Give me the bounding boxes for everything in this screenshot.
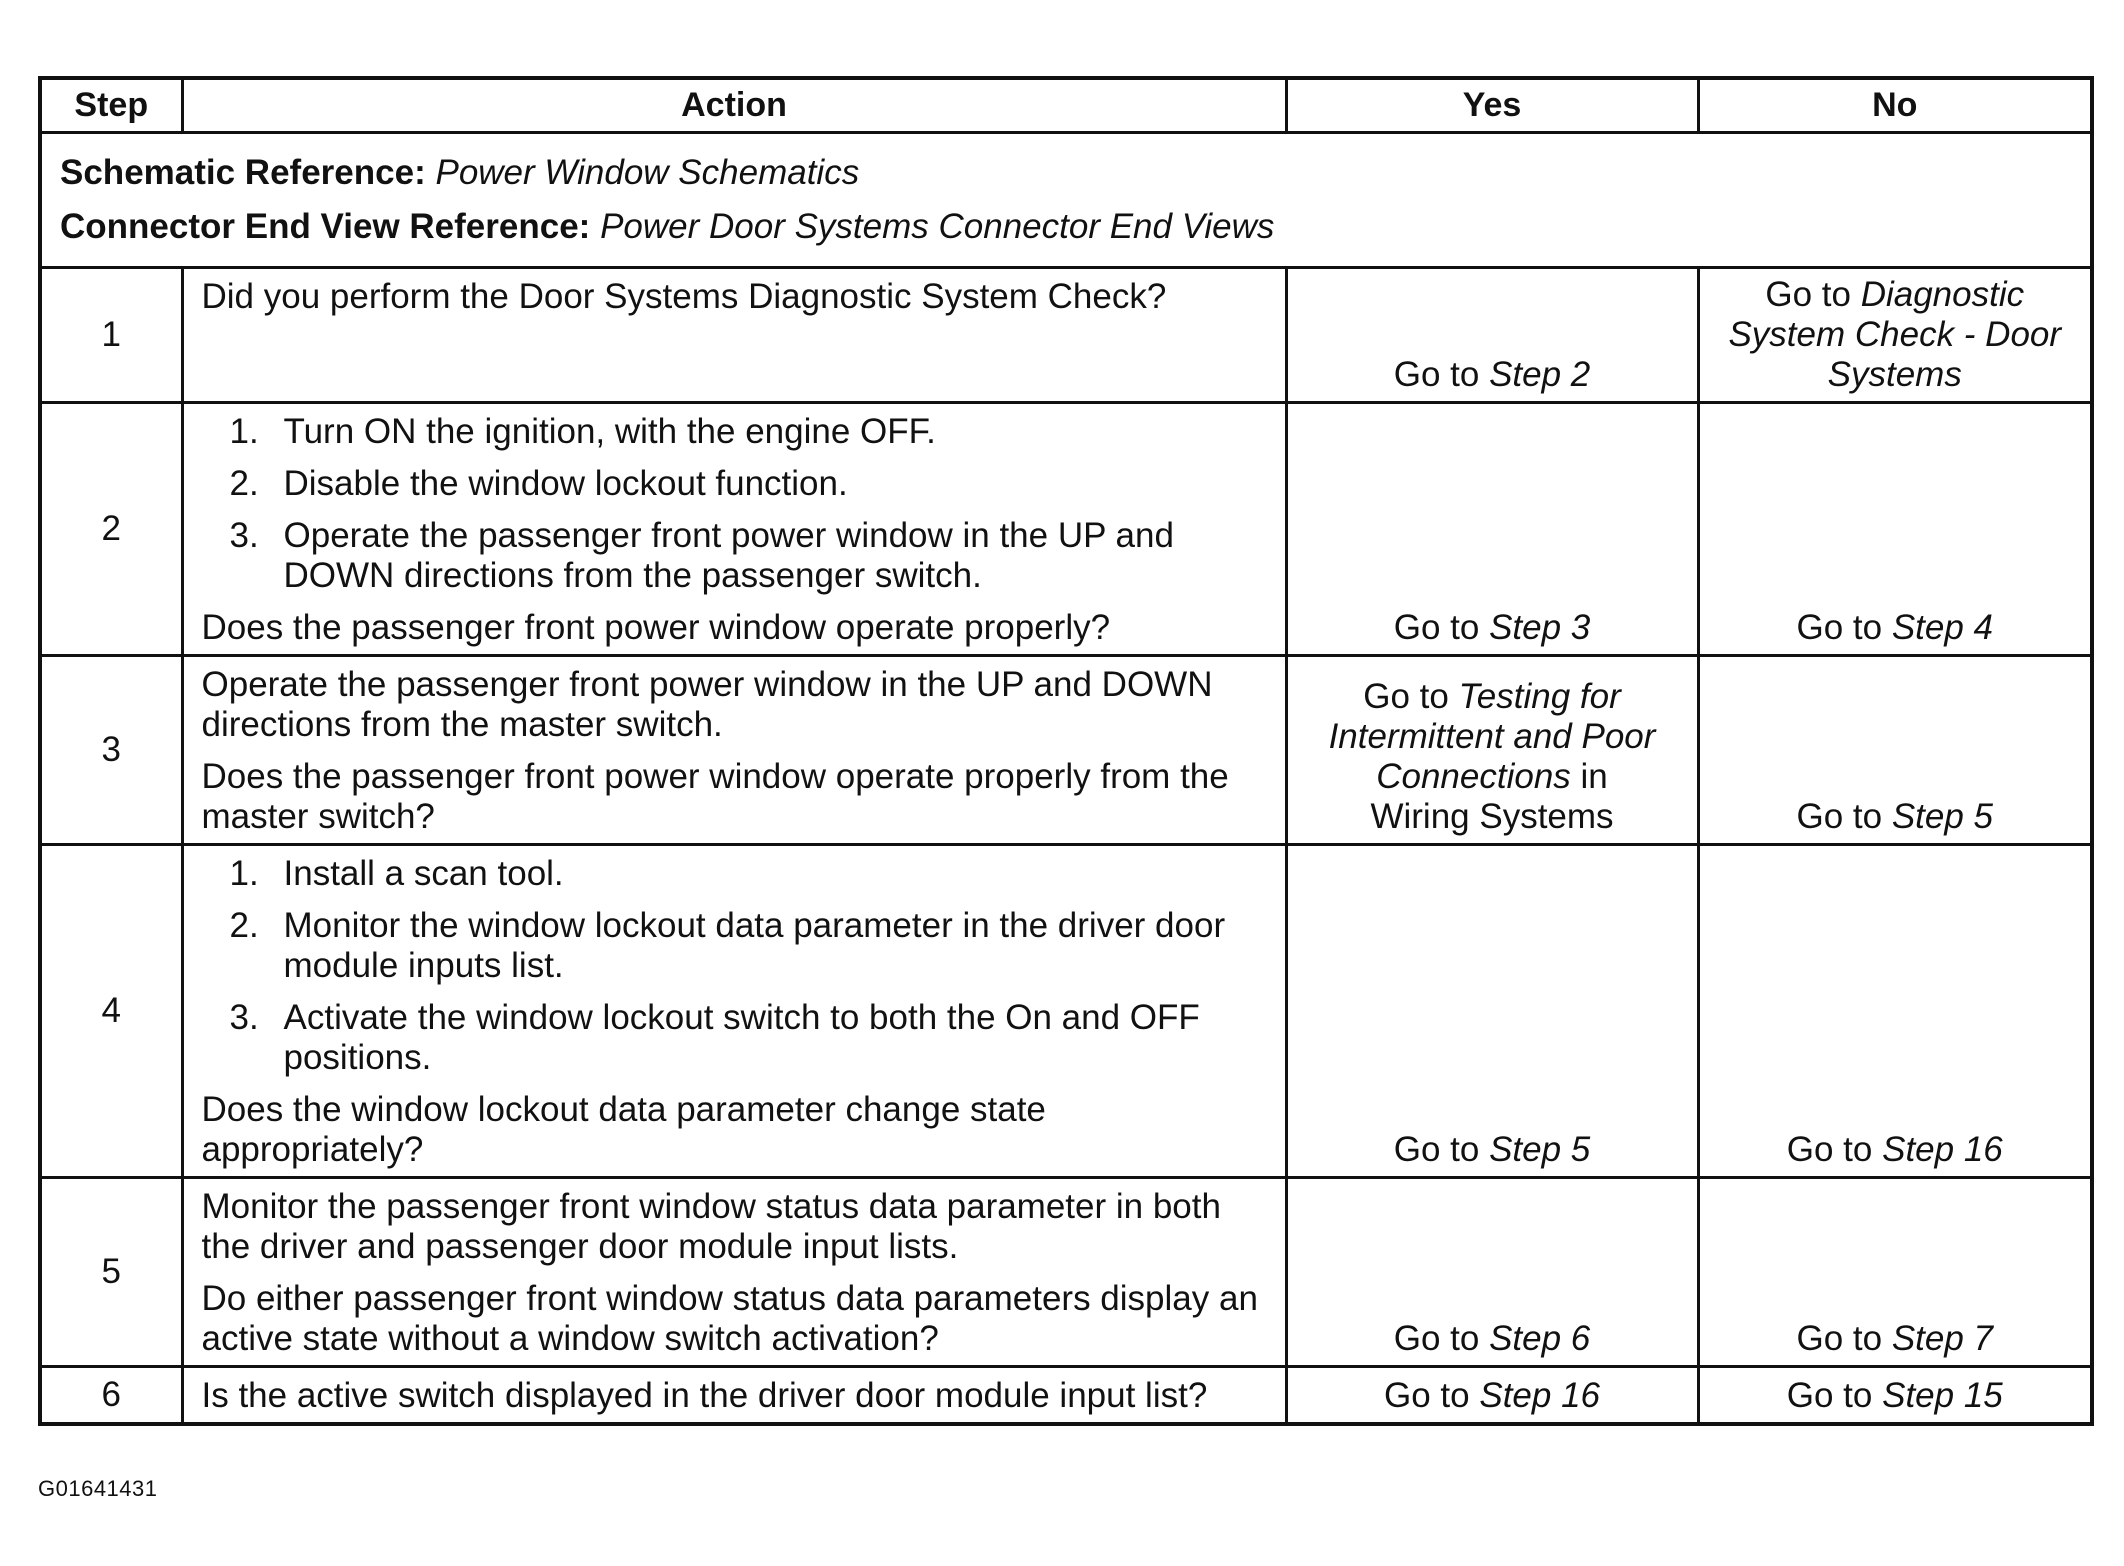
no-prefix: Go to — [1796, 1319, 1883, 1358]
step-number: 3 — [40, 656, 182, 845]
step-number: 4 — [40, 845, 182, 1178]
no-target-link[interactable]: Step 7 — [1891, 1319, 1994, 1358]
item-number: 3. — [229, 516, 259, 555]
no-cell — [1698, 1367, 2092, 1425]
question-text: Does the passenger front power window operate properly? — [201, 608, 1111, 647]
no-cell — [1698, 403, 2092, 656]
question-text: Do either passenger front window status data parameters display an active state without a window switch activation? — [201, 1279, 1258, 1358]
item-number: 1. — [229, 412, 259, 451]
question-text: Did you perform the Door Systems Diagnostic System Check? — [201, 277, 1167, 316]
yes-target-link[interactable]: Step 5 — [1489, 1130, 1591, 1169]
schematic-reference — [60, 146, 2090, 200]
no-target-link[interactable]: Step 15 — [1882, 1376, 2003, 1415]
no-target-link[interactable]: Step 4 — [1891, 608, 1994, 647]
no-cell — [1698, 656, 2092, 845]
yes-prefix: Go to — [1393, 355, 1480, 394]
list-item — [202, 998, 1273, 1078]
header-step: Step — [40, 78, 182, 133]
action-cell — [182, 1178, 1286, 1367]
yes-target-link[interactable]: Step 16 — [1479, 1376, 1600, 1415]
instruction-list — [202, 412, 1273, 596]
list-item — [202, 464, 1273, 504]
instruction-text: Operate the passenger front power window in the UP and DOWN directions from the master switch. — [201, 665, 1213, 744]
yes-prefix: Go to — [1393, 608, 1480, 647]
no-prefix: Go to — [1796, 608, 1883, 647]
item-text: Disable the window lockout function. — [283, 464, 848, 503]
no-prefix: Go to — [1786, 1130, 1873, 1169]
yes-target-link[interactable]: Step 2 — [1489, 355, 1591, 394]
yes-prefix: Go to — [1393, 1319, 1480, 1358]
item-text: Activate the window lockout switch to both the On and OFF positions. — [283, 998, 1200, 1077]
schematic-reference-label: Schematic Reference: — [60, 153, 426, 192]
yes-target-link[interactable]: Step 3 — [1489, 608, 1591, 647]
yes-target-link[interactable]: Testing for Intermittent and Poor Connections — [1328, 677, 1656, 796]
list-item — [202, 412, 1273, 452]
no-cell — [1698, 268, 2092, 403]
action-cell — [182, 403, 1286, 656]
no-target-link[interactable]: Step 16 — [1882, 1130, 2003, 1169]
step-number: 5 — [40, 1178, 182, 1367]
no-target-link[interactable]: Diagnostic System Check - Door Systems — [1728, 275, 2062, 394]
item-number: 2. — [229, 906, 259, 945]
yes-target-link[interactable]: Step 6 — [1489, 1319, 1591, 1358]
no-prefix: Go to — [1765, 275, 1851, 314]
step-number: 1 — [40, 268, 182, 403]
list-item — [202, 516, 1273, 596]
question-text: Does the window lockout data parameter change state appropriately? — [201, 1090, 1046, 1169]
schematic-reference-link[interactable]: Power Window Schematics — [435, 153, 860, 192]
step-number: 2 — [40, 403, 182, 656]
figure-id: G01641431 — [38, 1476, 158, 1501]
item-text: Turn ON the ignition, with the engine OFF. — [283, 412, 936, 451]
table-row — [40, 845, 2092, 1178]
list-item — [202, 854, 1273, 894]
header-action: Action — [182, 78, 1286, 133]
item-number: 2. — [229, 464, 259, 503]
no-target-link[interactable]: Step 5 — [1891, 797, 1994, 836]
table-row — [40, 403, 2092, 656]
step-number: 6 — [40, 1367, 182, 1425]
item-text: Monitor the window lockout data parameter in the driver door module inputs list. — [283, 906, 1226, 985]
table-row — [40, 656, 2092, 845]
yes-cell — [1286, 403, 1698, 656]
references-cell — [40, 133, 2092, 268]
yes-suffix: in Wiring Systems — [1370, 757, 1614, 836]
list-item — [202, 906, 1273, 986]
connector-reference-label: Connector End View Reference: — [60, 207, 591, 246]
header-no: No — [1698, 78, 2092, 133]
yes-cell — [1286, 845, 1698, 1178]
action-cell — [182, 656, 1286, 845]
action-cell — [182, 268, 1286, 403]
header-yes: Yes — [1286, 78, 1698, 133]
yes-prefix: Go to — [1384, 1376, 1470, 1415]
diagnostic-table — [38, 76, 2094, 1426]
no-prefix: Go to — [1796, 797, 1883, 836]
table-row — [40, 1178, 2092, 1367]
item-text: Install a scan tool. — [283, 854, 564, 893]
yes-cell — [1286, 268, 1698, 403]
connector-reference — [60, 200, 2090, 254]
instruction-list — [202, 854, 1273, 1078]
table-row — [40, 268, 2092, 403]
item-number: 3. — [229, 998, 259, 1037]
action-cell — [182, 1367, 1286, 1425]
question-text: Does the passenger front power window operate properly from the master switch? — [201, 757, 1229, 836]
item-number: 1. — [229, 854, 259, 893]
question-text: Is the active switch displayed in the driver door module input list? — [201, 1376, 1208, 1415]
item-text: Operate the passenger front power window in the UP and DOWN directions from the passenger switch. — [283, 516, 1174, 595]
yes-prefix: Go to — [1363, 677, 1449, 716]
header-row — [40, 78, 2092, 133]
yes-cell — [1286, 1178, 1698, 1367]
yes-prefix: Go to — [1393, 1130, 1480, 1169]
table-row — [40, 1367, 2092, 1425]
connector-reference-link[interactable]: Power Door Systems Connector End Views — [600, 207, 1275, 246]
action-cell — [182, 845, 1286, 1178]
yes-cell — [1286, 656, 1698, 845]
yes-cell — [1286, 1367, 1698, 1425]
no-prefix: Go to — [1786, 1376, 1873, 1415]
no-cell — [1698, 845, 2092, 1178]
reference-row — [40, 133, 2092, 268]
instruction-text: Monitor the passenger front window status data parameter in both the driver and passenger door module input lists. — [201, 1187, 1221, 1266]
no-cell — [1698, 1178, 2092, 1367]
